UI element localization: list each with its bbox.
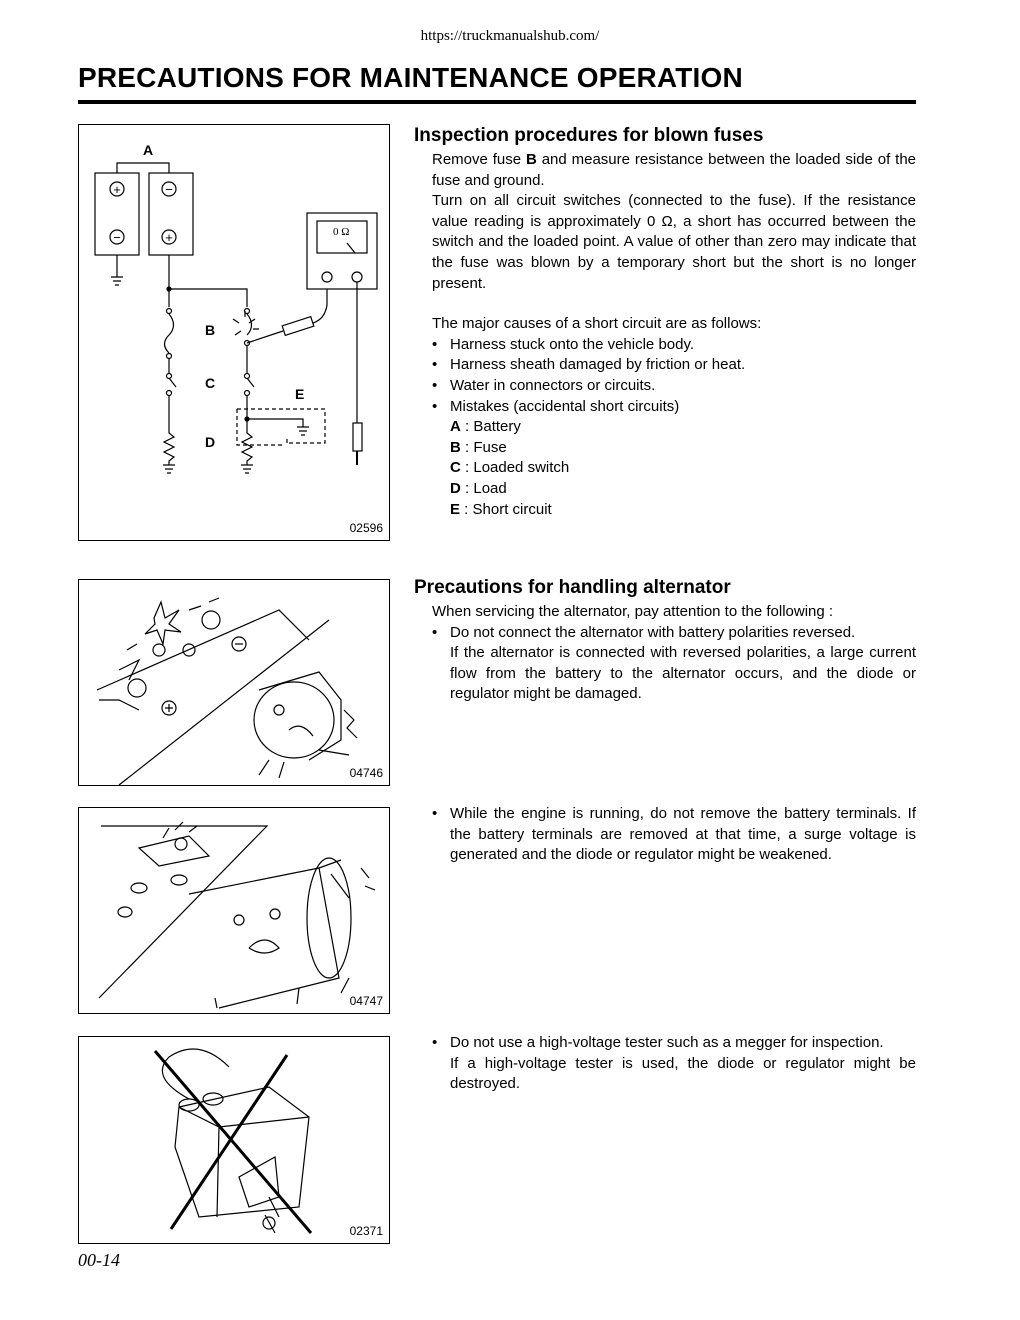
pulley bbox=[307, 858, 351, 978]
eye-icon bbox=[274, 705, 284, 715]
legend-text: : Load bbox=[460, 479, 507, 497]
list-item-text: While the engine is running, do not remove the battery terminals. If the battery terminals are removed at that time, a surge voltage is generated and the diode or regulator might be weakened. bbox=[450, 805, 916, 864]
list-item: • Water in connectors or circuits. bbox=[432, 376, 656, 394]
switch-left bbox=[169, 378, 176, 387]
engine-running-figure bbox=[78, 807, 390, 1014]
tester-edges bbox=[179, 1107, 309, 1217]
terminal-icon bbox=[128, 679, 146, 697]
legend-text: : Short circuit bbox=[460, 500, 552, 518]
diagonal-divider bbox=[119, 620, 329, 785]
page-number: 00-14 bbox=[78, 1250, 120, 1270]
alternator-body bbox=[254, 682, 334, 758]
list-item-detail: If the alternator is connected with reversed polarities, a large current flow from the battery to the alternator occurs, and the diode or regulator might be damaged. bbox=[450, 644, 916, 703]
switch-terminal bbox=[167, 391, 172, 396]
meter-needle bbox=[347, 243, 355, 253]
spark-lines bbox=[163, 822, 197, 838]
minus-terminal-icon bbox=[153, 644, 165, 656]
fuse-right bbox=[247, 314, 252, 335]
minus-sign: − bbox=[113, 230, 121, 245]
terminal-icon bbox=[175, 838, 187, 850]
list-item: • While the engine is running, do not remove the battery terminals. If the battery terminals are removed at that time, a surge voltage is generated and the diode or regulator might be weakened. bbox=[432, 805, 916, 864]
legend-key: D bbox=[450, 479, 461, 497]
switch-terminal bbox=[245, 391, 250, 396]
alternator-intro: When servicing the alternator, pay attention to the following : bbox=[432, 603, 834, 620]
label-a: A bbox=[143, 142, 154, 158]
post-icon bbox=[171, 875, 187, 885]
megger-illustration bbox=[79, 1037, 391, 1245]
circuit-diagram bbox=[79, 125, 391, 542]
alternator-section bbox=[414, 576, 916, 705]
list-item-text: Do not use a high-voltage tester such as a megger for inspection. bbox=[450, 1034, 884, 1051]
legend-item bbox=[414, 438, 916, 459]
sweat-drops bbox=[361, 868, 375, 890]
source-url: https://truckmanualshub.com/ bbox=[420, 28, 600, 44]
engine-illustration bbox=[79, 808, 391, 1015]
legend-text: : Battery bbox=[460, 418, 521, 436]
legend-key: A bbox=[450, 418, 461, 436]
text: Remove fuse bbox=[432, 151, 526, 168]
mouth bbox=[249, 940, 279, 953]
label-e: E bbox=[295, 386, 305, 402]
alternator-legs bbox=[259, 750, 349, 778]
battery-triangle bbox=[99, 826, 267, 998]
engine-section bbox=[414, 804, 916, 866]
load-left bbox=[164, 396, 174, 465]
switch-terminal bbox=[245, 374, 250, 379]
list-item: • Harness sheath damaged by friction or heat. bbox=[432, 356, 746, 374]
post-icon bbox=[131, 883, 147, 893]
cross-mark bbox=[155, 1051, 311, 1233]
fuse-circuit-figure bbox=[78, 124, 390, 541]
spark-icon bbox=[145, 602, 181, 644]
fuses-para-2: Turn on all circuit switches (connected to the fuse). If the resistance value reading is approximately 0 Ω, a short has occurred between the switch and the loaded point. A value of other than zero may indicate that the fuse was blown by a temporary short but the short is no longer present. bbox=[432, 192, 916, 292]
fuses-section bbox=[414, 124, 916, 520]
probe-tip bbox=[282, 317, 314, 336]
label-c: C bbox=[205, 375, 216, 391]
legend-text: : Loaded switch bbox=[460, 459, 570, 477]
section-heading: Precautions for handling alternator bbox=[414, 577, 731, 598]
ground-symbol bbox=[241, 465, 253, 473]
plus-mark bbox=[165, 704, 173, 712]
probe-lead bbox=[313, 289, 327, 323]
eye-icon bbox=[270, 909, 280, 919]
figure-code: 04746 bbox=[349, 766, 383, 780]
list-item: • Harness stuck onto the vehicle body. bbox=[432, 335, 695, 353]
alternator-housing bbox=[259, 672, 341, 760]
main-wire bbox=[169, 255, 247, 307]
probe-lead bbox=[247, 331, 283, 343]
figure-code: 02596 bbox=[349, 521, 383, 535]
battery-link bbox=[117, 163, 169, 173]
list-item-detail: If a high-voltage tester is used, the diode or regulator might be destroyed. bbox=[450, 1054, 916, 1093]
spark-lines bbox=[119, 598, 219, 680]
list-item-text: Harness sheath damaged by friction or heat. bbox=[450, 356, 746, 374]
fuses-para-1 bbox=[414, 150, 916, 191]
figure-code: 04747 bbox=[349, 994, 383, 1008]
label-b: B bbox=[205, 322, 216, 338]
ground-probe bbox=[353, 423, 362, 451]
figure-code: 02371 bbox=[349, 1224, 383, 1238]
load-right bbox=[242, 419, 252, 465]
list-item: • Mistakes (accidental short circuits) bbox=[432, 397, 680, 415]
shock-lines bbox=[344, 710, 357, 738]
meter-jack bbox=[352, 272, 362, 282]
blown-fuse-spark bbox=[233, 311, 259, 335]
short-path bbox=[247, 419, 309, 435]
battery-outline bbox=[97, 610, 309, 690]
legend-text: : Fuse bbox=[460, 438, 507, 456]
plus-sign: + bbox=[165, 230, 173, 245]
list-item: • Do not connect the alternator with battery polarities reversed. bbox=[432, 623, 856, 641]
cross-mark bbox=[171, 1055, 287, 1229]
polarity-illustration bbox=[79, 580, 391, 787]
legend-item bbox=[414, 479, 916, 500]
fuse-terminal bbox=[167, 309, 172, 314]
meter-reading: 0 Ω bbox=[333, 226, 350, 238]
eye-icon bbox=[234, 915, 244, 925]
ground-symbol bbox=[111, 255, 123, 285]
list-item-text: Water in connectors or circuits. bbox=[450, 376, 656, 394]
legend-key: B bbox=[450, 438, 461, 456]
belt-lines bbox=[319, 860, 349, 993]
legend-item bbox=[414, 458, 916, 479]
tester-section bbox=[414, 1033, 916, 1095]
megger-figure bbox=[78, 1036, 390, 1244]
fuse-left bbox=[165, 314, 174, 353]
post-icon bbox=[118, 907, 132, 917]
switch-terminal bbox=[167, 374, 172, 379]
test-lead bbox=[162, 1049, 229, 1099]
section-heading: Inspection procedures for blown fuses bbox=[414, 125, 764, 146]
minus-sign: − bbox=[165, 182, 173, 197]
list-item-text: Harness stuck onto the vehicle body. bbox=[450, 335, 695, 353]
battery-edge bbox=[99, 700, 139, 710]
mouth bbox=[289, 726, 313, 736]
legend-key: E bbox=[450, 500, 461, 518]
meter-jack bbox=[322, 272, 332, 282]
title-rule bbox=[78, 100, 916, 104]
terminal-icon bbox=[202, 611, 220, 629]
legend-item bbox=[414, 500, 916, 521]
text: and measure resistance between the loaded side of the fuse and ground. bbox=[432, 151, 917, 189]
fuse-terminal bbox=[167, 354, 172, 359]
legend-key: C bbox=[450, 459, 461, 477]
page-title: PRECAUTIONS FOR MAINTENANCE OPERATION bbox=[78, 62, 743, 93]
list-item-text: Do not connect the alternator with battery polarities reversed. bbox=[450, 623, 856, 641]
crank-plate bbox=[239, 1157, 279, 1207]
switch-right bbox=[247, 378, 254, 387]
fuse-ref: B bbox=[525, 151, 537, 168]
legend-item bbox=[414, 417, 916, 438]
alternator-polarity-figure bbox=[78, 579, 390, 786]
plus-sign: + bbox=[113, 182, 121, 197]
short-circuit-box bbox=[237, 409, 285, 445]
causes-intro: The major causes of a short circuit are as follows: bbox=[432, 315, 762, 333]
ground-symbol bbox=[163, 465, 175, 473]
alternator-body bbox=[189, 868, 339, 1008]
list-item-text: Mistakes (accidental short circuits) bbox=[450, 397, 680, 415]
removed-terminal bbox=[139, 836, 209, 866]
label-d: D bbox=[205, 434, 216, 450]
list-item: • Do not use a high-voltage tester such as a megger for inspection. bbox=[432, 1034, 884, 1051]
